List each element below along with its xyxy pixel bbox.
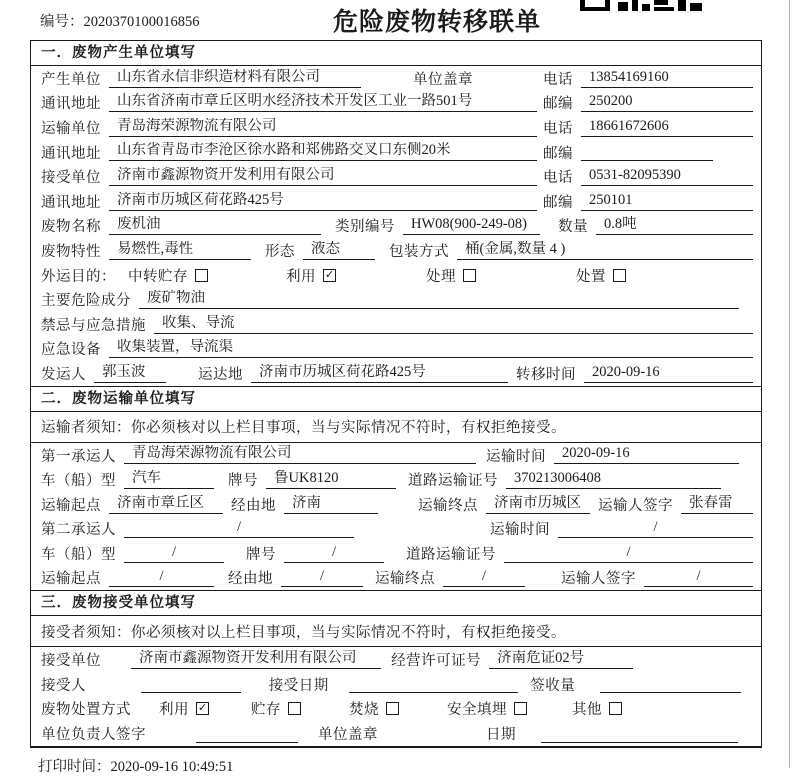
- row-waste-name: [31, 214, 761, 239]
- section2-header: 二．废物运输单位填写: [31, 386, 761, 412]
- taboo-measures-field: 收集、导流: [154, 315, 753, 334]
- disposal-use-label: 利用: [159, 702, 189, 719]
- purpose-label: 外运目的：: [41, 268, 116, 285]
- license-label: 经营许可证号: [391, 653, 482, 670]
- route2-via-field: /: [281, 568, 363, 587]
- manifest-form: [30, 40, 762, 748]
- form-number: [40, 10, 200, 31]
- route2-via-label: 经由地: [228, 571, 273, 588]
- section3-header: 三．废物接受单位填写: [31, 590, 761, 616]
- row-unit-signature: [31, 721, 761, 746]
- transporter-zip-field: [581, 159, 713, 161]
- route2-start-label: 运输起点: [41, 571, 101, 588]
- waste-pack-label: 包装方式: [389, 243, 449, 260]
- vehicle2-cert-field: /: [504, 544, 753, 563]
- waste-qty-field: 0.8吨: [596, 216, 753, 235]
- receiver-zip-label: 邮编: [543, 194, 573, 211]
- vehicle1-type-label: 车（船）型: [41, 473, 116, 490]
- unit-signer-field: [196, 741, 298, 743]
- checkbox-treat: [463, 269, 476, 282]
- print-time: [38, 755, 796, 776]
- row-hazard-component: [31, 287, 761, 312]
- vehicle1-plate-label: 牌号: [228, 473, 258, 490]
- accept-unit-label: 接受单位: [41, 653, 101, 670]
- route2-start-field: /: [109, 568, 214, 587]
- purpose-option-use-label: 利用: [286, 268, 316, 285]
- waste-name-label: 废物名称: [41, 219, 101, 236]
- row-producer-address: [31, 91, 761, 116]
- unit-seal-label: 单位盖章: [318, 726, 378, 743]
- receiver-phone-field: 0531-82095390: [581, 167, 753, 186]
- purpose-option-dispose-label: 处置: [576, 268, 606, 285]
- producer-phone-field: 13854169160: [581, 69, 753, 88]
- row-transporter-notice: [31, 412, 761, 443]
- vehicle1-cert-field: 370213006408: [506, 470, 721, 489]
- row-disposal-method: [31, 696, 761, 721]
- accept-unit-field: 济南市鑫源物资开发利用有限公司: [131, 650, 381, 669]
- carrier2-time-field: /: [558, 519, 753, 538]
- row-transfer-purpose: [31, 263, 761, 288]
- checkbox-use: ✓: [324, 267, 335, 281]
- hazard-component-field: 废矿物油: [139, 290, 739, 309]
- receiver-zip-field: 250101: [581, 192, 753, 211]
- checkbox-storage: [195, 269, 208, 282]
- waste-qty-label: 数量: [558, 219, 588, 236]
- row-receiver: [31, 164, 761, 189]
- receipt-qty-field: [600, 691, 741, 693]
- qr-code-fragment: [580, 0, 702, 11]
- route2-end-label: 运输终点: [375, 571, 435, 588]
- receiver-address-label: 通讯地址: [41, 194, 101, 211]
- route1-via-field: 济南: [284, 495, 378, 514]
- row-carrier2: [31, 517, 761, 542]
- row-dispatch: [31, 361, 761, 386]
- waste-name-field: 废机油: [109, 216, 321, 235]
- producer-zip-label: 邮编: [543, 96, 573, 113]
- route1-start-label: 运输起点: [41, 497, 101, 514]
- producer-label: 产生单位: [41, 71, 101, 88]
- route2-signer-label: 运输人签字: [561, 571, 636, 588]
- page-header: [0, 0, 796, 40]
- carrier2-time-label: 运输时间: [490, 522, 550, 539]
- form-number-value: 2020370100016856: [83, 14, 200, 30]
- carrier1-time-field: 2020-09-16: [554, 445, 739, 464]
- waste-form-field: 液态: [303, 241, 375, 260]
- purpose-option-storage-label: 中转贮存: [128, 268, 188, 285]
- carrier2-label: 第二承运人: [41, 522, 116, 539]
- checkbox-dispose: [613, 269, 626, 282]
- disposal-landfill-label: 安全填埋: [447, 702, 507, 719]
- row-transporter: [31, 115, 761, 140]
- route1-end-field: 济南市历城区: [486, 495, 590, 514]
- disposal-other-label: 其他: [572, 702, 602, 719]
- transporter-zip-label: 邮编: [543, 145, 573, 162]
- disposal-store-label: 贮存: [251, 702, 281, 719]
- print-time-label: 打印时间：: [38, 758, 111, 775]
- row-producer: [31, 66, 761, 91]
- row-receiver-address: [31, 189, 761, 214]
- receiver-phone-label: 电话: [543, 170, 573, 187]
- vehicle2-type-field: /: [124, 544, 224, 563]
- transporter-address-field: 山东省青岛市李沧区徐水路和郑佛路交叉口东侧20米: [109, 142, 537, 161]
- vehicle2-plate-label: 牌号: [246, 546, 276, 563]
- transfer-time-field: 2020-09-16: [584, 364, 753, 383]
- producer-address-label: 通讯地址: [41, 96, 101, 113]
- acceptor-label: 接受人: [41, 677, 86, 694]
- producer-zip-field: 250200: [581, 93, 753, 112]
- carrier1-label: 第一承运人: [41, 448, 116, 465]
- destination-label: 运达地: [198, 366, 243, 383]
- hazard-component-label: 主要危险成分: [41, 293, 131, 310]
- sign-date-field: [541, 741, 738, 743]
- vehicle2-type-label: 车（船）型: [41, 546, 116, 563]
- vehicle2-plate-field: /: [284, 544, 384, 563]
- acceptor-field: [141, 691, 241, 693]
- receiver-address-field: 济南市历城区荷花路425号: [109, 192, 537, 211]
- receiver-label: 接受单位: [41, 170, 101, 187]
- transporter-phone-label: 电话: [543, 120, 573, 137]
- dispatcher-label: 发运人: [41, 366, 86, 383]
- transporter-label: 运输单位: [41, 120, 101, 137]
- vehicle2-cert-label: 道路运输证号: [406, 546, 496, 563]
- route2-signer-field: /: [644, 568, 753, 587]
- vehicle1-plate-field: 鲁UK8120: [266, 470, 396, 489]
- emergency-equipment-label: 应急设备: [41, 342, 101, 359]
- row-vehicle1: [31, 467, 761, 492]
- row-transporter-address: [31, 140, 761, 165]
- row-emergency-equipment: [31, 337, 761, 362]
- waste-character-label: 废物特性: [41, 243, 101, 260]
- row-taboo-measures: [31, 312, 761, 337]
- scan-page-edge: [789, 0, 790, 768]
- checkbox-disposal-landfill: [514, 702, 527, 715]
- waste-code-field: HW08(900-249-08): [403, 216, 540, 235]
- receipt-qty-label: 签收量: [530, 677, 576, 694]
- producer-address-field: 山东省济南市章丘区明水经济技术开发区工业一路501号: [109, 93, 537, 112]
- section1-header: 一．废物产生单位填写: [31, 41, 761, 66]
- sign-date-label: 日期: [486, 726, 516, 743]
- transfer-time-label: 转移时间: [516, 366, 576, 383]
- carrier1-field: 青岛海荣源物流有限公司: [124, 445, 476, 464]
- row-waste-character: [31, 238, 761, 263]
- receiver-notice-text: 接受者须知：你必须核对以上栏目事项，当与实际情况不符时，有权拒绝接受。: [41, 624, 566, 641]
- transporter-value-field: 青岛海荣源物流有限公司: [109, 118, 537, 137]
- row-route2: [31, 566, 761, 591]
- page-title: 危险废物转移联单: [332, 9, 542, 36]
- accept-date-label: 接受日期: [268, 677, 329, 694]
- emergency-equipment-field: 收集装置，导流渠: [109, 339, 753, 358]
- row-carrier1: [31, 443, 761, 468]
- checkbox-disposal-other: [609, 702, 622, 715]
- row-acceptor: [31, 672, 761, 697]
- row-accept-unit: [31, 647, 761, 672]
- route1-signer-label: 运输人签字: [598, 497, 673, 514]
- carrier2-field: /: [124, 519, 354, 538]
- producer-seal-label: 单位盖章: [413, 71, 473, 88]
- waste-code-label: 类别编号: [335, 219, 395, 236]
- route1-start-field: 济南市章丘区: [109, 495, 223, 514]
- waste-pack-field: 桶(金属,数量 4 ): [457, 241, 753, 260]
- taboo-measures-label: 禁忌与应急措施: [41, 317, 146, 334]
- transporter-phone-field: 18661672606: [581, 118, 753, 137]
- checkbox-disposal-burn: [386, 702, 399, 715]
- receiver-value-field: 济南市鑫源物资开发利用有限公司: [109, 167, 537, 186]
- carrier1-time-label: 运输时间: [486, 448, 546, 465]
- producer-value-field: 山东省永信非织造材料有限公司: [109, 69, 361, 88]
- checkbox-disposal-use: ✓: [197, 701, 208, 715]
- form-number-label: 编号：: [40, 14, 84, 30]
- row-receiver-notice: [31, 616, 761, 647]
- license-field: 济南危证02号: [489, 650, 633, 669]
- route1-end-label: 运输终点: [418, 497, 478, 514]
- transporter-notice-text: 运输者须知：你必须核对以上栏目事项，当与实际情况不符时，有权拒绝接受。: [41, 420, 566, 437]
- purpose-option-treat-label: 处理: [426, 268, 456, 285]
- row-vehicle2: [31, 541, 761, 566]
- dispatcher-field: 郭玉波: [94, 364, 166, 383]
- disposal-method-label: 废物处置方式: [41, 702, 131, 719]
- disposal-burn-label: 焚烧: [349, 702, 379, 719]
- unit-signer-label: 单位负责人签字: [41, 726, 146, 743]
- print-time-value: 2020-09-16 10:49:51: [110, 758, 234, 775]
- checkbox-disposal-store: [288, 702, 301, 715]
- waste-form-label: 形态: [265, 243, 295, 260]
- route1-via-label: 经由地: [231, 497, 276, 514]
- destination-field: 济南市历城区荷花路425号: [251, 364, 508, 383]
- accept-date-field: [349, 691, 518, 693]
- vehicle1-type-field: 汽车: [124, 470, 214, 489]
- route1-signer-field: 张春雷: [681, 495, 753, 514]
- row-route1: [31, 492, 761, 517]
- transporter-address-label: 通讯地址: [41, 145, 101, 162]
- producer-phone-label: 电话: [543, 71, 573, 88]
- vehicle1-cert-label: 道路运输证号: [408, 473, 498, 490]
- waste-character-field: 易燃性,毒性: [109, 241, 251, 260]
- route2-end-field: /: [443, 568, 525, 587]
